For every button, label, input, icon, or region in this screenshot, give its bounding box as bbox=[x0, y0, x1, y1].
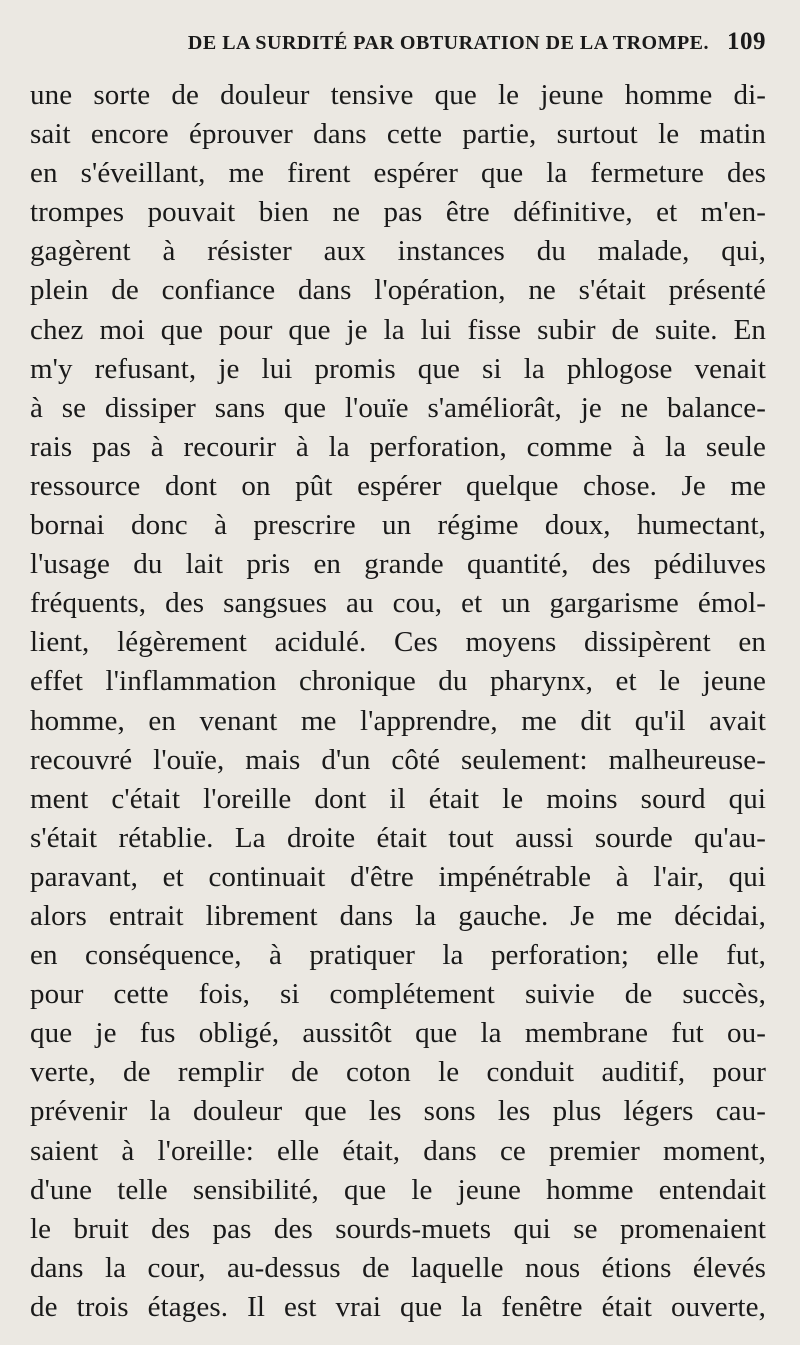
text-line: homme, en venant me l'apprendre, me dit qu'il avait bbox=[30, 704, 766, 737]
text-line: en s'éveillant, me firent espérer que la fermeture des bbox=[30, 157, 766, 190]
text-line: à se dissiper sans que l'ouïe s'améliorât, je ne balance- bbox=[30, 391, 766, 424]
text-line: m'y refusant, je lui promis que si la phlogose venait bbox=[30, 352, 766, 385]
text-line: en conséquence, à pratiquer la perforation; elle fut, bbox=[30, 939, 766, 972]
text-line: effet l'inflammation chronique du pharynx, et le jeune bbox=[30, 665, 766, 698]
text-line: verte, de remplir de coton le conduit auditif, pour bbox=[30, 1056, 766, 1089]
text-line: ressource dont on pût espérer quelque chose. Je me bbox=[30, 469, 766, 502]
body-text bbox=[30, 76, 766, 1327]
text-line: ment c'était l'oreille dont il était le moins sourd qui bbox=[30, 782, 766, 815]
text-line: recouvré l'ouïe, mais d'un côté seulement: malheureuse- bbox=[30, 743, 766, 776]
text-line: le bruit des pas des sourds-muets qui se promenaient bbox=[30, 1212, 766, 1245]
text-line: prévenir la douleur que les sons les plus légers cau- bbox=[30, 1095, 766, 1128]
running-head bbox=[30, 28, 766, 68]
text-line: alors entrait librement dans la gauche. Je me décidai, bbox=[30, 899, 766, 932]
page-number: 109 bbox=[727, 28, 766, 55]
text-line: sait encore éprouver dans cette partie, surtout le matin bbox=[30, 118, 766, 151]
text-line: rais pas à recourir à la perforation, comme à la seule bbox=[30, 430, 766, 463]
text-line: l'usage du lait pris en grande quantité, des pédiluves bbox=[30, 548, 766, 581]
text-line: dans la cour, au-dessus de laquelle nous étions élevés bbox=[30, 1251, 766, 1284]
text-line: pour cette fois, si complétement suivie de succès, bbox=[30, 978, 766, 1011]
text-line: chez moi que pour que je la lui fisse subir de suite. En bbox=[30, 313, 766, 346]
text-line: saient à l'oreille: elle était, dans ce premier moment, bbox=[30, 1134, 766, 1167]
text-line: s'était rétablie. La droite était tout aussi sourde qu'au- bbox=[30, 821, 766, 854]
text-line: trompes pouvait bien ne pas être définitive, et m'en- bbox=[30, 196, 766, 229]
text-line: que je fus obligé, aussitôt que la membrane fut ou- bbox=[30, 1017, 766, 1050]
text-line: de trois étages. Il est vrai que la fenêtre était ouverte, bbox=[30, 1290, 766, 1323]
text-line: bornai donc à prescrire un régime doux, humectant, bbox=[30, 509, 766, 542]
text-line: paravant, et continuait d'être impénétrable à l'air, qui bbox=[30, 860, 766, 893]
running-title: DE LA SURDITÉ PAR OBTURATION DE LA TROMPE. bbox=[187, 32, 709, 54]
text-line: d'une telle sensibilité, que le jeune homme entendait bbox=[30, 1173, 766, 1206]
text-line: plein de confiance dans l'opération, ne s'était présenté bbox=[30, 274, 766, 307]
text-line: gagèrent à résister aux instances du malade, qui, bbox=[30, 235, 766, 268]
text-line: fréquents, des sangsues au cou, et un gargarisme émol- bbox=[30, 587, 766, 620]
text-line: lient, légèrement acidulé. Ces moyens dissipèrent en bbox=[30, 626, 766, 659]
text-line: une sorte de douleur tensive que le jeune homme di- bbox=[30, 79, 766, 111]
